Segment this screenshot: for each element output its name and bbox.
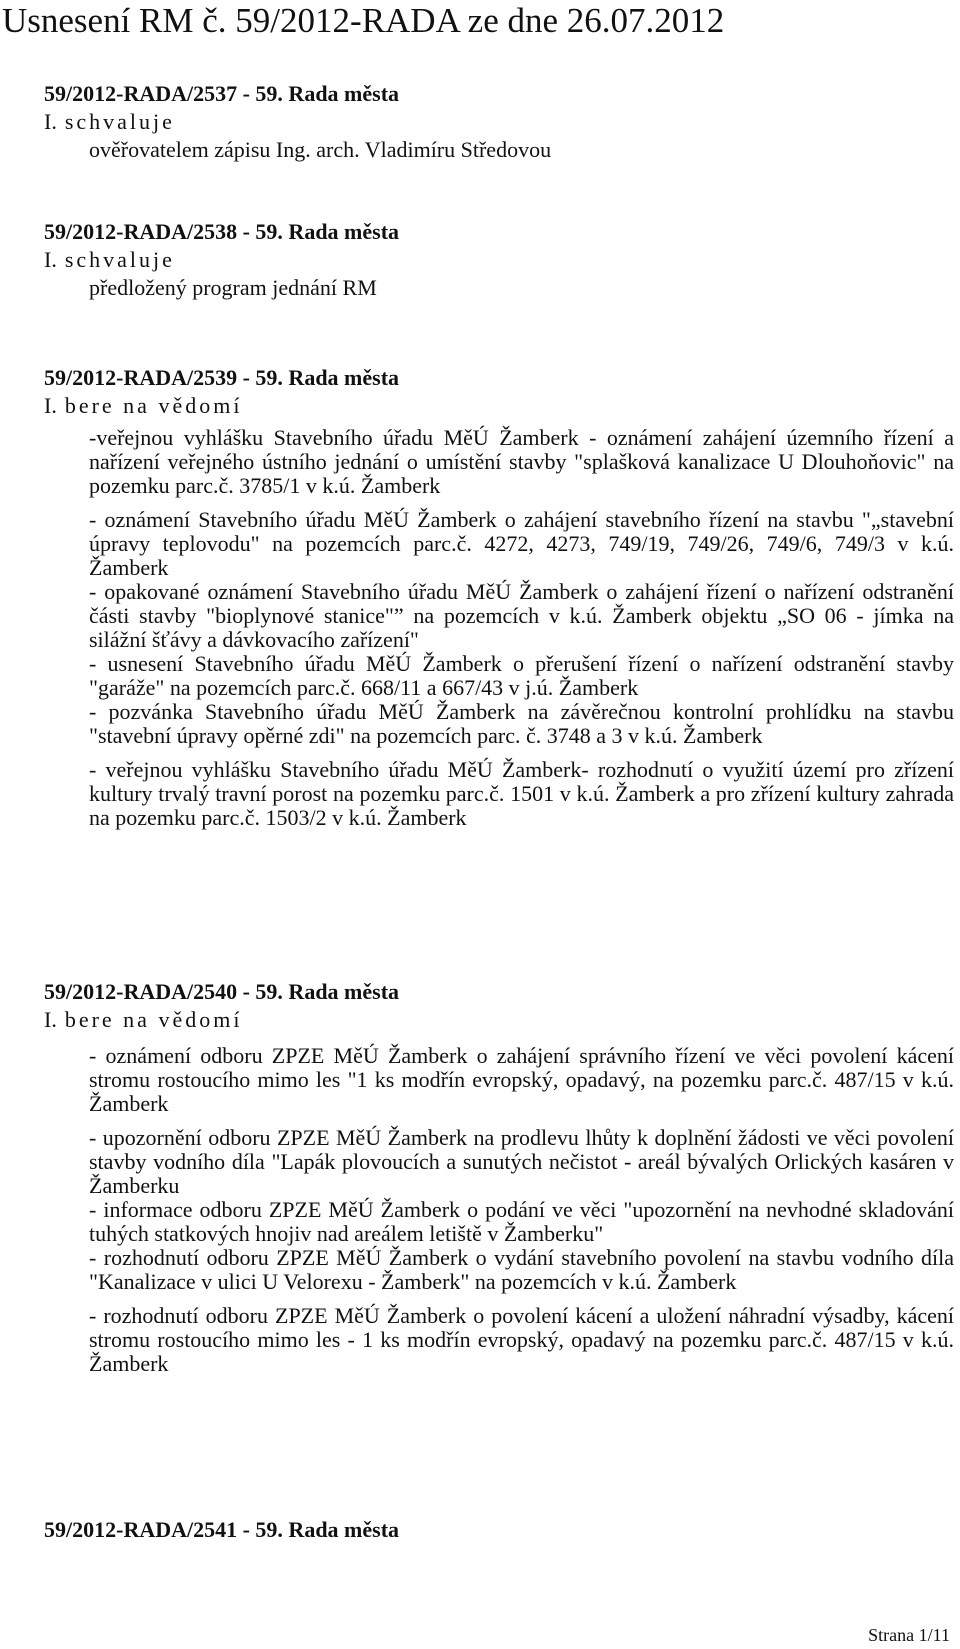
- resolution-heading: 59/2012-RADA/2539 - 59. Rada města: [44, 365, 400, 390]
- page-title: Usnesení RM č. 59/2012-RADA ze dne 26.07.2012: [2, 1, 725, 40]
- resolution-paragraph: - opakované oznámení Stavebního úřadu MěÚ Žamberk o zahájení řízení o nařízení odstranění části stavby "bioplynové stanice"” na pozemcích v k.ú. Žamberk objektu „SO 06 - jímka na silážní šťávy a dávkovacího zařízení": [89, 579, 954, 652]
- resolution-verb-line: [44, 392, 956, 420]
- resolution-paragraph: - informace odboru ZPZE MěÚ Žamberk o podání ve věci "upozornění na nevhodné skladování tuhých statkových hnojiv nad areálem letiště v Žamberku": [89, 1197, 954, 1246]
- resolution-paragraph: -veřejnou vyhlášku Stavebního úřadu MěÚ Žamberk - oznámení zahájení územního řízení a nařízení veřejného ústního jednání o umístění stavby "splašková kanalizace U Dlouhoňovic" na pozemku parc.č. 3785/1 v k.ú. Žamberk: [89, 425, 954, 498]
- resolution-2540: [44, 978, 956, 1376]
- resolution-verb-line: [44, 108, 956, 136]
- resolution-paragraph: - oznámení odboru ZPZE MěÚ Žamberk o zahájení správního řízení ve věci povolení kácení stromu rostoucího mimo les "1 ks modřín evropský, opadavý, na pozemku parc.č. 487/15 v k.ú. Žamberk: [89, 1043, 954, 1116]
- resolution-text: ověřovatelem zápisu Ing. arch. Vladimíru Středovou: [89, 137, 552, 162]
- resolution-verb: schvaluje: [64, 109, 175, 134]
- resolution-2538: [44, 218, 956, 302]
- section-numeral: I.: [44, 1007, 57, 1032]
- resolution-verb-line: [44, 246, 956, 274]
- resolution-body: [89, 1044, 954, 1376]
- resolution-text: předložený program jednání RM: [89, 275, 377, 300]
- page-number: Strana 1/11: [868, 1625, 950, 1645]
- resolution-paragraph: - veřejnou vyhlášku Stavebního úřadu MěÚ Žamberk- rozhodnutí o využití území pro zřízení kultury trvalý travní porost na pozemku parc.č. 1501 v k.ú. Žamberk a pro zřízení kultury zahrada na pozemku parc.č. 1503/2 v k.ú. Žamberk: [89, 757, 954, 830]
- resolution-verb: bere na vědomí: [64, 393, 243, 418]
- resolution-heading: 59/2012-RADA/2537 - 59. Rada města: [44, 81, 400, 106]
- resolution-paragraph: - pozvánka Stavebního úřadu MěÚ Žamberk na závěrečnou kontrolní prohlídku na stavbu "stavební úpravy opěrné zdi" na pozemcích parc. č. 3748 a 3 v k.ú. Žamberk: [89, 699, 954, 748]
- resolution-body: [89, 426, 954, 830]
- resolution-heading: 59/2012-RADA/2538 - 59. Rada města: [44, 219, 400, 244]
- resolution-paragraph: - usnesení Stavebního úřadu MěÚ Žamberk o přerušení řízení o nařízení odstranění stavby "garáže" na pozemcích parc.č. 668/11 a 667/43 v j.ú. Žamberk: [89, 651, 954, 700]
- resolution-heading: 59/2012-RADA/2540 - 59. Rada města: [44, 979, 400, 1004]
- resolution-verb-line: [44, 1006, 956, 1034]
- resolution-2537: [44, 80, 956, 164]
- resolution-2539: [44, 364, 956, 830]
- section-numeral: I.: [44, 393, 57, 418]
- resolution-2541: [44, 1516, 956, 1544]
- resolution-paragraph: - oznámení Stavebního úřadu MěÚ Žamberk o zahájení stavebního řízení na stavbu "„stavební úpravy teplovodu" na pozemcích parc.č. 4272, 4273, 749/19, 749/26, 749/6, 749/3 v k.ú. Žamberk: [89, 507, 954, 580]
- section-numeral: I.: [44, 109, 57, 134]
- resolution-heading: 59/2012-RADA/2541 - 59. Rada města: [44, 1517, 400, 1542]
- resolution-verb: schvaluje: [64, 247, 175, 272]
- resolution-paragraph: - rozhodnutí odboru ZPZE MěÚ Žamberk o povolení kácení a uložení náhradní výsadby, kácení stromu rostoucího mimo les - 1 ks modřín evropský, opadavý na pozemku parc.č. 487/15 v k.ú. Žamberk: [89, 1303, 954, 1376]
- resolution-paragraph: - upozornění odboru ZPZE MěÚ Žamberk na prodlevu lhůty k doplnění žádosti ve věci povolení stavby vodního díla "Lapák plovoucích a sunutých nečistot - areál bývalých Orlických kasáren v Žamberku: [89, 1125, 954, 1198]
- resolution-paragraph: - rozhodnutí odboru ZPZE MěÚ Žamberk o vydání stavebního povolení na stavbu vodního díla "Kanalizace v ulici U Velorexu - Žamberk" na pozemcích v k.ú. Žamberk: [89, 1245, 954, 1294]
- resolution-verb: bere na vědomí: [64, 1007, 243, 1032]
- section-numeral: I.: [44, 247, 57, 272]
